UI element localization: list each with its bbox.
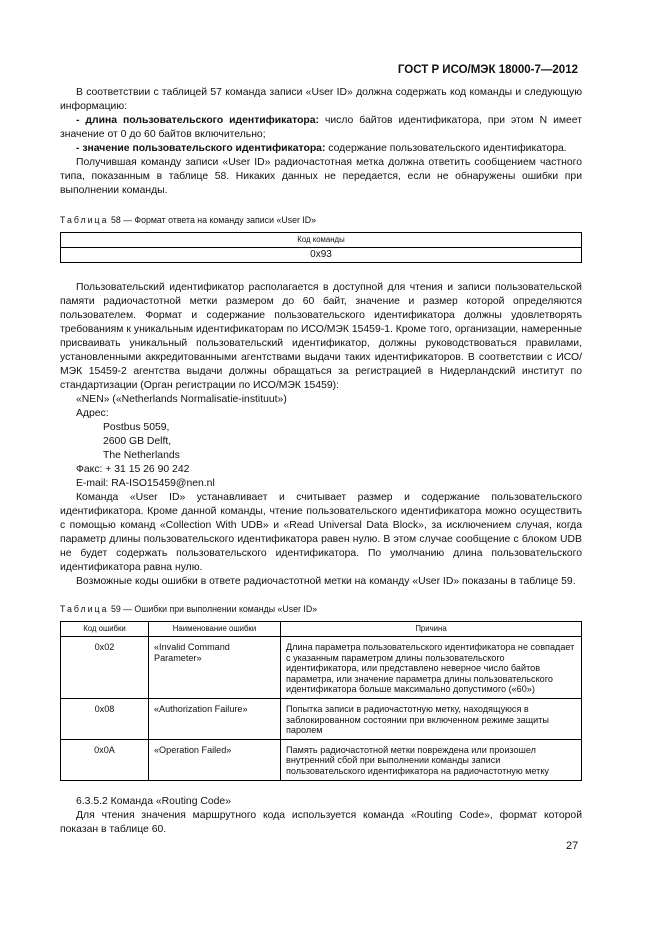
section-heading: 6.3.5.2 Команда «Routing Code» (76, 795, 231, 807)
section-paragraph: Для чтения значения маршрутного кода используется команда «Routing Code», формат которой показан в таблице 60. (60, 809, 582, 835)
address-line: The Netherlands (103, 450, 180, 461)
table-cell: 0x93 (61, 248, 582, 263)
table-58 (60, 232, 582, 263)
intro-paragraph-1: В соответствии с таблицей 57 команда записи «User ID» должна содержать код команды и следующую информацию: (60, 87, 582, 112)
address-line: 2600 GB Delft, (103, 436, 172, 447)
error-cause-cell: Память радиочастотной метки повреждена или произошел внутренний сбой при выполнении команды записи пользовательского идентификатора на радиочастотную метку (281, 739, 582, 780)
table-caption-text: 58 — Формат ответа на команду записи «User ID» (108, 215, 317, 225)
table-58-caption (60, 213, 582, 227)
address-line: Postbus 5059, (103, 422, 170, 433)
error-name-cell: «Invalid Command Parameter» (149, 637, 281, 699)
error-name-cell: «Authorization Failure» (149, 698, 281, 739)
error-name-cell: «Operation Failed» (149, 739, 281, 780)
list-item-user-id-length (60, 114, 582, 142)
address-label: Адрес: (76, 408, 109, 419)
error-code-cell: 0x02 (61, 637, 149, 699)
table-row (61, 698, 582, 739)
table-header-cell: Код ошибки (61, 622, 149, 637)
table-59 (60, 621, 582, 781)
error-code-cell: 0x0A (61, 739, 149, 780)
page-number: 27 (566, 840, 579, 852)
table-row (61, 637, 582, 699)
table-header-row (61, 622, 582, 637)
table-59-caption (60, 602, 582, 616)
document-header: ГОСТ Р ИСО/МЭК 18000-7—2012 (397, 64, 578, 76)
table-header-cell: Причина (281, 622, 582, 637)
intro-paragraph-2: Получившая команду записи «User ID» радиочастотная метка должна ответить сообщением частного типа, показанным в таблице 58. Никаких данных не передается, если не обнаружены ошибки при выполнении команды. (60, 157, 582, 196)
list-item-text: число байтов идентификатора, при этом N имеет значение от 0 до 60 байтов включительно; (60, 115, 582, 140)
list-item-text: содержание пользовательского идентификатора. (325, 143, 567, 154)
table-caption-text: 59 — Ошибки при выполнении команды «User ID» (108, 604, 318, 614)
table-header-cell: Наименование ошибки (149, 622, 281, 637)
email-line: E-mail: RA-ISO15459@nen.nl (76, 478, 215, 489)
error-cause-cell: Длина параметра пользовательского идентификатора не совпадает с указанным параметром длины пользовательского идентификатора, или представлено неверное число байтов параметра, или значение параметра длины пользовательского идентификатора больше максимально допустимого («60») (281, 637, 582, 699)
table-header-row (61, 233, 582, 248)
list-item-user-id-value (60, 142, 582, 156)
table-caption-word: Таблица (60, 215, 109, 225)
table-caption-word: Таблица (60, 604, 109, 614)
body-paragraph-3: Возможные коды ошибки в ответе радиочастотной метки на команду «User ID» показаны в таблице 59. (76, 576, 576, 587)
body-paragraph-1: Пользовательский идентификатор располагается в доступной для чтения и записи пользовательской памяти радиочастотной метки размером до 60 байт, значение и размер которой определяются пользователем. Формат и содержание пользовательского идентификатора должны удовлетворять требованиям к уникальным идентификаторам по ИСО/МЭК 15459-1. Кроме того, организации, намеренные присваивать уникальный пользовательский идентификатор, должны руководствоваться правилами, установленными аккредитованными агентствами выдачи таких идентификаторов. В соответствии с ИСО/МЭК 15459-2 агентства выдачи должны обращаться за регистрацией в Нидерландский институт по стандартизации (Орган регистрации по ИСО/МЭК 15459): (60, 282, 582, 391)
registration-body-name: «NEN» («Netherlands Normalisatie-instituut») (76, 394, 287, 405)
table-row (61, 739, 582, 780)
table-row (61, 248, 582, 263)
fax-line: Факс: + 31 15 26 90 242 (76, 464, 190, 475)
list-item-term: - длина пользовательского идентификатора: (76, 115, 320, 126)
body-paragraph-2: Команда «User ID» устанавливает и считывает размер и содержание пользовательского идентификатора. Кроме данной команды, чтение пользовательского идентификатора можно осуществить с помощью команд «Collection With UDB» и «Read Universal Data Block», за исключением случая, когда параметр длины пользовательского идентификатора равен нулю. В этом случае сообщение с блоком UDB не будет содержать пользовательского идентификатора. По умолчанию длина пользовательского идентификатора равна нулю. (60, 492, 582, 573)
error-code-cell: 0x08 (61, 698, 149, 739)
table-header-cell: Код команды (61, 233, 582, 248)
page-content (60, 86, 582, 837)
list-item-term: - значение пользовательского идентификатора: (76, 143, 326, 154)
error-cause-cell: Попытка записи в радиочастотную метку, находящуюся в заблокированном состоянии при включенном режиме защиты паролем (281, 698, 582, 739)
